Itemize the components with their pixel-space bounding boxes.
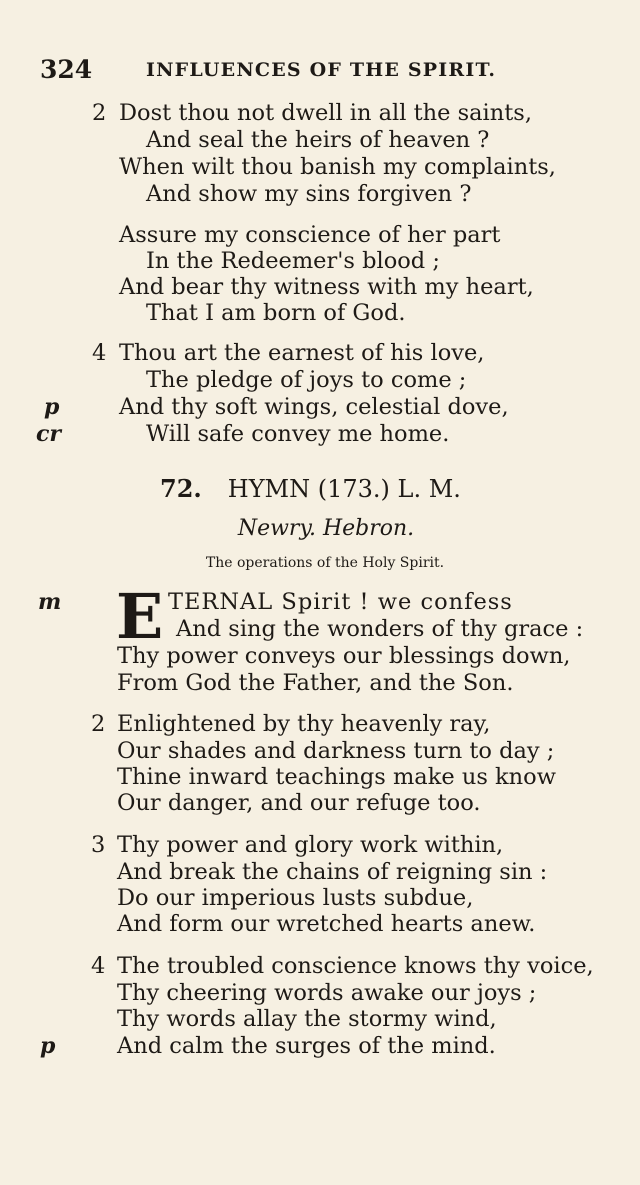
- verse-line: Thy cheering words awake our joys ;: [117, 980, 537, 1006]
- verse-line: And bear thy witness with my heart,: [119, 274, 534, 300]
- verse-line: Dost thou not dwell in all the saints,: [119, 100, 532, 126]
- dynamic-mark-m: m: [38, 589, 62, 615]
- verse-number: 4: [91, 953, 106, 979]
- dynamic-mark-cr: cr: [36, 421, 61, 447]
- verse-line: And thy soft wings, celestial dove,: [119, 394, 509, 420]
- dynamic-mark-p: p: [44, 394, 60, 420]
- verse-line: Thy words allay the stormy wind,: [117, 1006, 497, 1032]
- verse-line: The troubled conscience knows thy voice,: [117, 953, 594, 979]
- verse-line: Assure my conscience of her part: [119, 222, 501, 248]
- verse-line: And break the chains of reigning sin :: [117, 859, 548, 885]
- drop-cap: E: [116, 580, 164, 653]
- verse-line: Enlightened by thy heavenly ray,: [117, 711, 491, 737]
- verse-number: 2: [91, 711, 106, 737]
- verse-line: And sing the wonders of thy grace :: [176, 616, 584, 642]
- verse-line: That I am born of God.: [146, 300, 406, 326]
- verse-line: TERNAL Spirit ! we confess: [168, 589, 513, 615]
- verse-line: Our danger, and our refuge too.: [117, 790, 481, 816]
- tune-names: Newry. Hebron.: [237, 516, 415, 541]
- verse-number: 2: [92, 100, 107, 126]
- verse-number: 3: [91, 832, 106, 858]
- verse-line: Will safe convey me home.: [146, 421, 450, 447]
- verse-line: Thine inward teachings make us know: [117, 764, 556, 790]
- verse-line: Do our imperious lusts subdue,: [117, 885, 474, 911]
- verse-line: And show my sins forgiven ?: [146, 181, 472, 207]
- page-header: [40, 55, 580, 87]
- verse-line: And seal the heirs of heaven ?: [146, 127, 490, 153]
- verse-line: And calm the surges of the mind.: [117, 1033, 496, 1059]
- verse-line: From God the Father, and the Son.: [117, 670, 514, 696]
- hymn-subject: The operations of the Holy Spirit.: [205, 555, 445, 571]
- page-number: 324: [40, 55, 93, 84]
- dynamic-mark-p: p: [40, 1033, 56, 1059]
- verse-line: Our shades and darkness turn to day ;: [117, 738, 555, 764]
- verse-line: And form our wretched hearts anew.: [117, 911, 536, 937]
- verse-line: Thy power and glory work within,: [117, 832, 504, 858]
- verse-line: In the Redeemer's blood ;: [146, 248, 440, 274]
- verse-line: Thy power conveys our blessings down,: [117, 643, 571, 669]
- hymn-heading: [160, 474, 461, 503]
- verse-number: 4: [92, 340, 107, 366]
- verse-line: When wilt thou banish my complaints,: [119, 154, 556, 180]
- verse-line: The pledge of joys to come ;: [146, 367, 467, 393]
- hymn-number: 72.: [160, 474, 202, 503]
- hymn-title: HYMN (173.) L. M.: [227, 475, 461, 503]
- running-head: INFLUENCES OF THE SPIRIT.: [146, 59, 497, 81]
- verse-line: Thou art the earnest of his love,: [119, 340, 485, 366]
